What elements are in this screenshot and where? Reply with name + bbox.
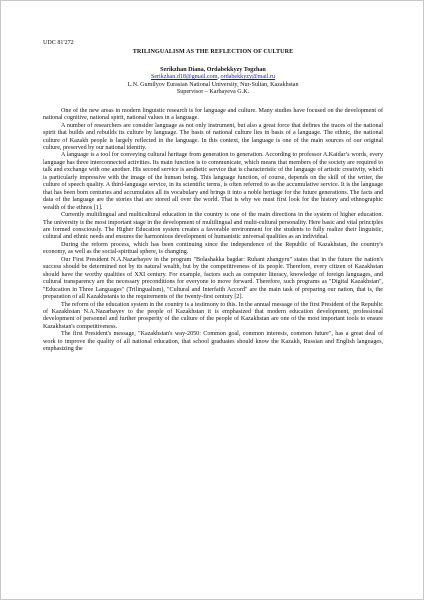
body-paragraph-6: Our First President N.A.Nazarbayev in the program "Bolashakka bagdar: Ruhani zhangyru" states that in the future the nation's success should be determined not by its natural wealth, but by the competitiveness of its people. Therefore, every citizen of Kazakhstan should have the worthy qualities of XXI century. For example, factors such as computer literacy, knowledge of foreign languages, and cultural transparency are the necessary preconditions for everyone to move forward. Therefore, such programs as "Digital Kazakhstan", "Education in Three Languages" (Trilingualism), "Cultural and Interfaith Accord" are the main task of preparing our nation, that is, the preparation of all Kazakhstanis to the requirements of the twenty-first century [2]. [43, 256, 383, 301]
authors-line: Serikzhan Diana, Ordabekkyzy Togzhan [160, 66, 266, 73]
affiliation: L.N. Gumilyov Eurasian National University, Nur-Sultan, Kazakhstan [127, 81, 299, 88]
body-paragraph-7: The reform of the education system in the country is a testimony to this. In the annual message of the first President of the Republic of Kazakhstan N.A.Nazarbayev to the people of Kazakhstan it is emphasized that modern education development, professional development of personnel and further prosperity of the culture of the people of Kazakhstan are one of the most important tools to ensure Kazakhstan's competitiveness. [43, 301, 383, 330]
udc-code: UDC 81'272 [43, 40, 74, 46]
body-paragraph-2: A number of researchers are consider language as not only instrument, but also a great force that defines the traces of the national spirit that builds and rebuilds its culture by language. The basis of national culture lies in basis of a language. The ethnic, the national culture of Kazakh people is largely reflected in the language. In this context, the language is one of the main sources of our original culture, preserved by our national identity. [43, 122, 383, 151]
supervisor: Supervisor – Karbayeva G.K. [176, 89, 250, 96]
email-link-2[interactable]: ordabekkyzy@mail.ru [220, 74, 276, 81]
email-link-1[interactable]: Serikzhan.d18@gmail.com [150, 74, 218, 81]
body-paragraph-5: During the reform process, which has been continuing since the independence of the Republic of Kazakhstan, the country's economy, as well as the social-spiritual sphere, is changing. [43, 241, 383, 256]
emails-line [43, 74, 383, 81]
body-paragraph-1: One of the new areas in modern linguistic research is for language and culture. Many studies have focused on the development of national cognitive, national spirit, national values in a language. [43, 107, 383, 122]
paper-title: TRILINGUALISM AS THE REFLECTION OF CULTURE [132, 49, 294, 56]
body-paragraph-4: Currently multilingual and multicultural education in the country is one of the main directions in the system of higher education. The university is the most important stage in the development of multilingual and multi-cultural personality. Here basic and vital principles are formed consciously. The Higher Education system creates a favorable environment for the students to fully realize their linguistic, cultural and ethnic needs and ensures the harmonious development of humanistic universal qualities as an individual. [43, 212, 383, 241]
paper-body [43, 40, 383, 354]
body-paragraph-8: The first President's message, "Kazakhstan's way-2050: Common goal, common interests, common future", has a great deal of work to improve the quality of all national education, that school graduates should know the Kazakh, Russian and English languages, emphasizing the [43, 331, 383, 353]
email-separator: , [217, 74, 221, 81]
body-paragraph-3: A language is a tool for conveying cultural heritage from generation to generation. According to professor A.Kaidar’s words, every language has three interconnected activities. Its main function is to communicate, which means that members of the society are required to talk and exchange with one another. His second service is aesthetic service that is characteristic of the language of artistic creativity, which is particularly impressive with the image of the human being. This language function, of course, depends on the skill of the writer, the culture of speech quality. A third-language service, in its scientific terms, is often referred to as the accumulative service. It is the language that has been born centuries and accumulates all its vocabulary and brings it into a noble heritage for the future generations. The facts and data of the language are the stories that are stored all over the world. That is why we must first look for the history and ethnographic wealth of the ethnos [1]. [43, 152, 383, 211]
